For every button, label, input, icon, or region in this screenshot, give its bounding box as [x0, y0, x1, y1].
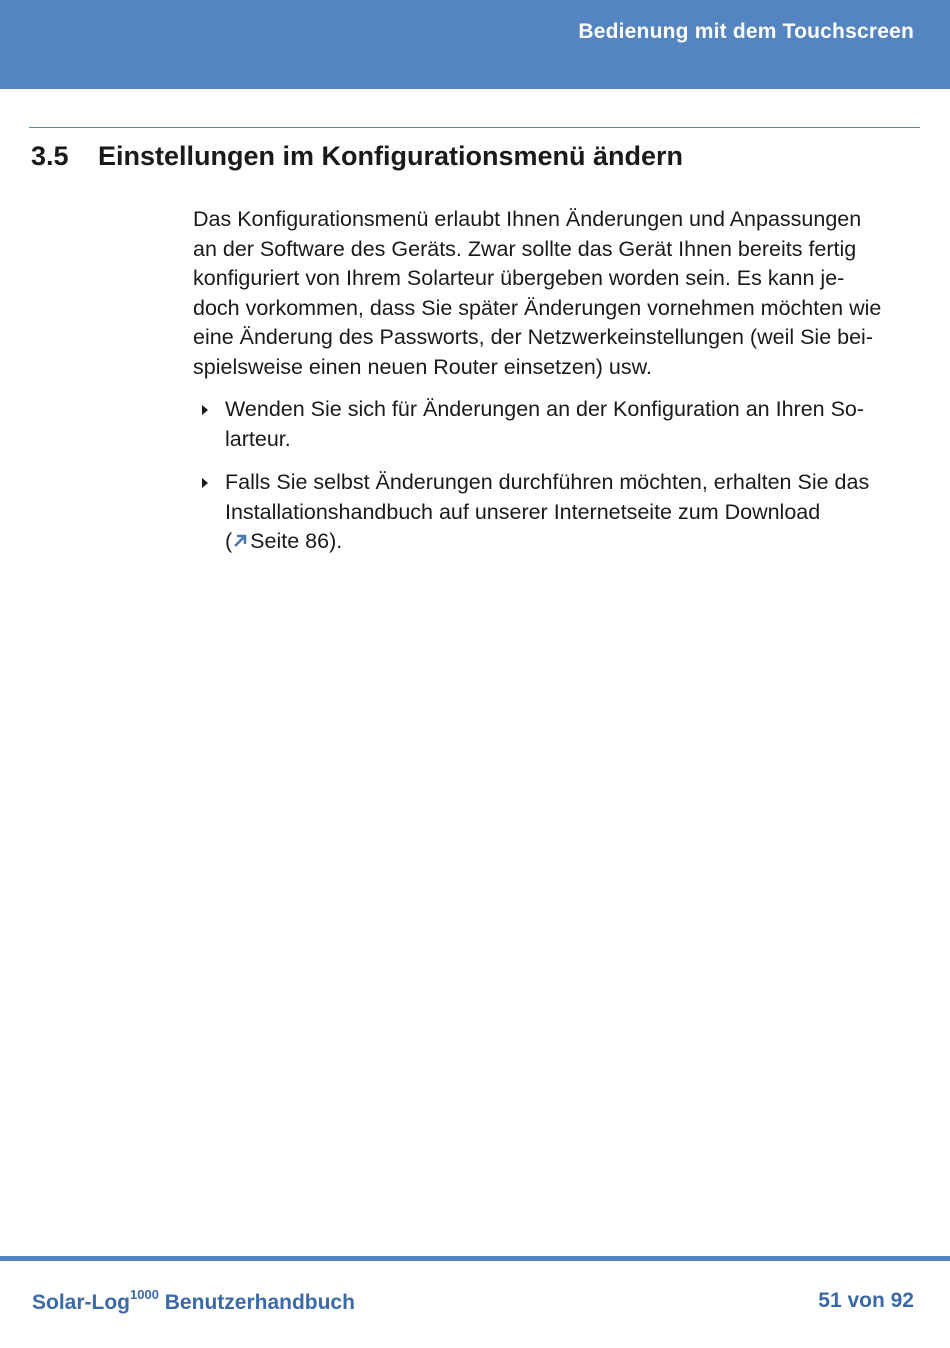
bullet-arrow-icon: [202, 478, 208, 488]
intro-line: an der Software des Geräts. Zwar sollte das Gerät Ihnen bereits fertig: [193, 236, 857, 261]
section-title: Einstellungen im Konfigurationsmenü ändern: [98, 141, 684, 171]
intro-paragraph: [193, 205, 923, 382]
intro-line: Das Konfigurationsmenü erlaubt Ihnen Änderungen und Anpassungen: [193, 207, 862, 231]
page-number: 51 von 92: [818, 1289, 914, 1312]
body-text: [193, 205, 923, 571]
bullet-list: [193, 395, 923, 557]
list-item: [193, 395, 923, 454]
bullet-line: Installationshandbuch auf unserer Internetseite zum Download: [225, 499, 821, 524]
bullet-arrow-icon: [202, 405, 208, 415]
bullet-line: Falls Sie selbst Änderungen durchführen möchten, erhalten Sie das: [225, 470, 870, 494]
page-header-bar: [0, 0, 950, 89]
header-divider: [29, 127, 920, 128]
header-title: Bedienung mit dem Touchscreen: [578, 20, 914, 43]
bullet-line: larteur.: [225, 426, 291, 451]
intro-line: doch vorkommen, dass Sie später Änderungen vornehmen möchten wie: [193, 295, 882, 320]
section-heading: [31, 141, 683, 172]
ref-prefix: (: [225, 529, 233, 553]
footer-document-title: [32, 1289, 355, 1315]
intro-line: eine Änderung des Passworts, der Netzwerkeinstellungen (weil Sie bei-: [193, 325, 873, 349]
footer-doc: Benutzerhandbuch: [164, 1291, 355, 1314]
page-reference-link[interactable]: [232, 529, 329, 553]
footer-product: Solar-Log: [32, 1291, 130, 1314]
footer-divider: [0, 1256, 950, 1261]
page-reference-line: [225, 527, 923, 557]
list-item: [193, 468, 923, 557]
section-number: 3.5: [31, 141, 69, 171]
intro-line: spielsweise einen neuen Router einsetzen) usw.: [193, 354, 652, 379]
page-reference-text: Seite 86: [250, 529, 330, 553]
arrow-up-right-icon: [232, 533, 248, 549]
bullet-line: Wenden Sie sich für Änderungen an der Konfiguration an Ihren So-: [225, 397, 865, 421]
intro-line: konfiguriert von Ihrem Solarteur übergeben worden sein. Es kann je-: [193, 266, 845, 290]
ref-suffix: ).: [329, 529, 343, 553]
footer-model: 1000: [130, 1287, 159, 1302]
